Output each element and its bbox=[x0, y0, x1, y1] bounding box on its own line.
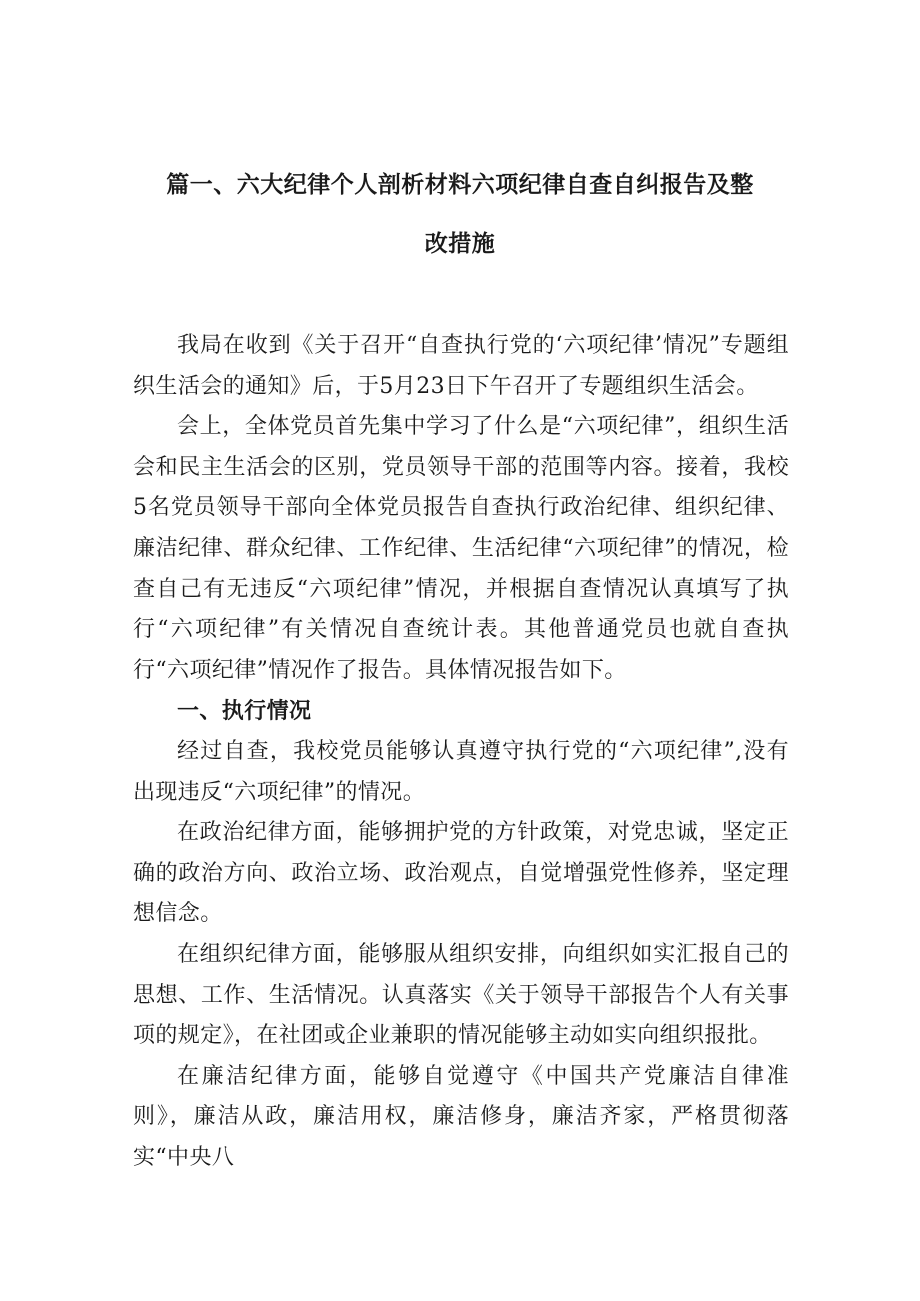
document-title-line-1: 篇一、六大纪律个人剖析材料六项纪律自查自纠报告及整 bbox=[166, 171, 754, 198]
paragraph-integrity-discipline: 在廉洁纪律方面，能够自觉遵守《中国共产党廉洁自律准则》，廉洁从政，廉洁用权，廉洁修身，廉洁齐家，严格贯彻落实“中央八 bbox=[133, 1063, 789, 1170]
document-title-line-2: 改措施 bbox=[424, 230, 496, 257]
paragraph-political-discipline: 在政治纪律方面，能够拥护党的方针政策，对党忠诚，坚定正确的政治方向、政治立场、政治观点，自觉增强党性修养，坚定理想信念。 bbox=[133, 820, 789, 927]
paragraph-meeting: 会上，全体党员首先集中学习了什么是“六项纪律”，组织生活会和民主生活会的区别，党员领导干部的范围等内容。接着，我校5名党员领导干部向全体党员报告自查执行政治纪律、组织纪律、廉洁纪律、群众纪律、工作纪律、生活纪律“六项纪律”的情况，检查自己有无违反“六项纪律”情况，并根据自查情况认真填写了执行“六项纪律”有关情况自查统计表。其他普通党员也就自查执行“六项纪律”情况作了报告。具体情况报告如下。 bbox=[133, 414, 789, 683]
paragraph-organizational-discipline: 在组织纪律方面，能够服从组织安排，向组织如实汇报自己的思想、工作、生活情况。认真落实《关于领导干部报告个人有关事项的规定》，在社团或企业兼职的情况能够主动如实向组织报批。 bbox=[133, 941, 789, 1049]
document-body bbox=[133, 326, 789, 1178]
paragraph-self-check: 经过自查，我校党员能够认真遵守执行党的“六项纪律”,没有出现违反“六项纪律”的情况。 bbox=[133, 738, 789, 805]
section-heading-execution: 一、执行情况 bbox=[177, 698, 312, 725]
paragraph-intro: 我局在收到《关于召开“自查执行党的‘六项纪律’情况”专题组织生活会的通知》后，于5月23日下午召开了专题组织生活会。 bbox=[133, 333, 789, 399]
